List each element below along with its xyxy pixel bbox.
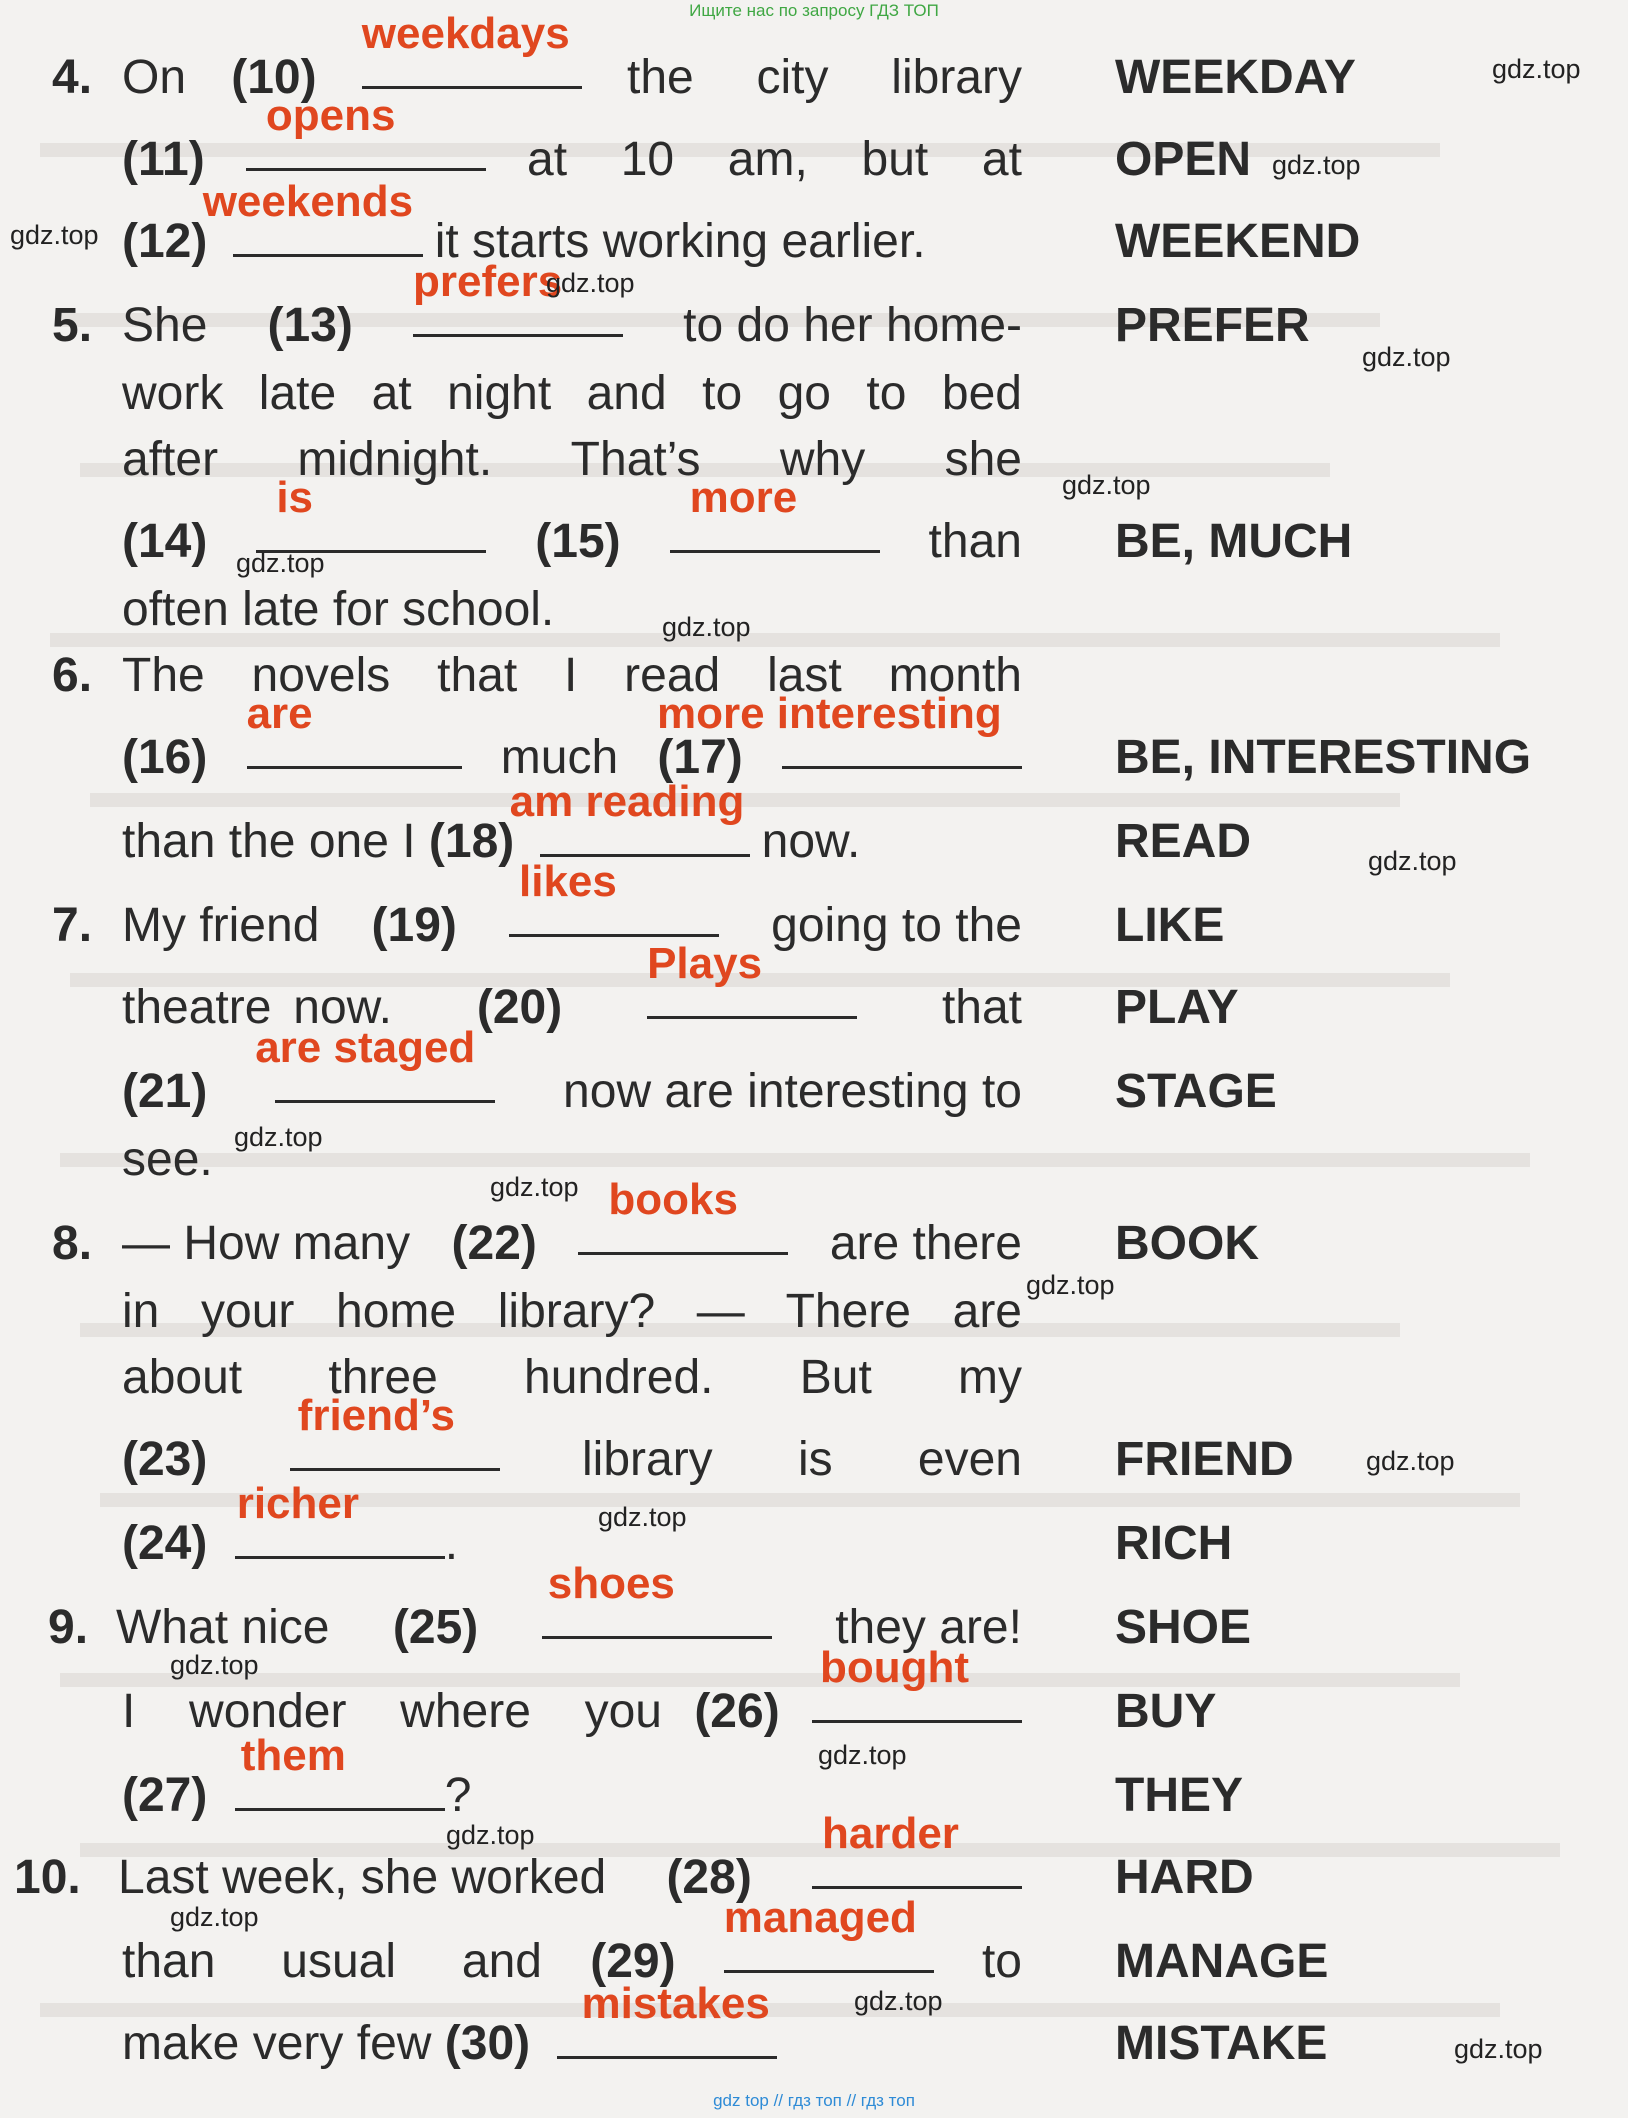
- line-text: at 10 am, but at: [527, 133, 1022, 186]
- exercise-line: in your home library? — There are: [122, 1285, 1022, 1338]
- gap-number: (13): [267, 299, 353, 352]
- answer-blank[interactable]: [256, 473, 486, 553]
- keyword: MANAGE: [1115, 1935, 1329, 1988]
- line-text: now.: [761, 815, 861, 868]
- gap-number: (16): [122, 731, 208, 784]
- gap-number: (29): [590, 1935, 676, 1988]
- watermark: gdz.top: [546, 268, 635, 298]
- answer-blank[interactable]: [557, 1979, 777, 2059]
- watermark: gdz.top: [236, 548, 325, 578]
- gap-number: (23): [122, 1433, 208, 1486]
- answer-blank[interactable]: [509, 777, 750, 857]
- keyword: PREFER: [1115, 299, 1310, 352]
- watermark: gdz.top: [10, 220, 99, 250]
- answer-blank[interactable]: [578, 1175, 788, 1255]
- gap-number: (20): [476, 981, 563, 1034]
- keyword: OPEN: [1115, 133, 1252, 186]
- line-text: theatre now.: [122, 981, 392, 1034]
- answer-text: Plays: [647, 939, 763, 988]
- line-text: going to the: [771, 899, 1022, 952]
- keyword: MISTAKE: [1115, 2017, 1328, 2070]
- exercise-line: [122, 857, 1022, 958]
- gap-number: (25): [392, 1601, 479, 1654]
- watermark: gdz.top: [170, 1902, 259, 1932]
- line-text: they are!: [835, 1601, 1022, 1654]
- line-text: that: [941, 981, 1022, 1034]
- answer-blank[interactable]: [509, 857, 719, 937]
- exercise-line: [122, 177, 1022, 274]
- line-text: much: [500, 731, 619, 784]
- keyword: STAGE: [1115, 1065, 1277, 1118]
- line-text: are there: [829, 1217, 1022, 1270]
- gap-number: (30): [444, 2017, 531, 2070]
- answer-text: prefers: [413, 257, 563, 306]
- item-number: 6.: [52, 649, 93, 702]
- gap-number: (19): [371, 899, 457, 952]
- line-text: — How many: [122, 1217, 411, 1270]
- watermark: gdz.top: [170, 1650, 259, 1680]
- line-text: the city library: [627, 51, 1022, 104]
- watermark: gdz.top: [1026, 1270, 1115, 1300]
- line-text: library is even: [581, 1433, 1022, 1486]
- answer-text: managed: [723, 1893, 917, 1942]
- watermark: gdz.top: [490, 1172, 579, 1202]
- item-number: 4.: [52, 51, 93, 104]
- keyword: BE, INTERESTING: [1115, 731, 1532, 784]
- answer-text: mistakes: [581, 1979, 770, 2028]
- line-text: .: [444, 1517, 459, 1570]
- keyword: PLAY: [1115, 981, 1239, 1034]
- gap-number: (24): [122, 1517, 208, 1570]
- gap-number: (17): [657, 731, 743, 784]
- answer-blank[interactable]: [202, 177, 423, 257]
- watermark: gdz.top: [1366, 1446, 1455, 1476]
- gap-number: (27): [122, 1769, 208, 1822]
- answer-text: bought: [819, 1643, 970, 1692]
- gap-number: (26): [694, 1685, 780, 1738]
- keyword: BUY: [1115, 1685, 1217, 1738]
- line-text: make very few: [122, 2017, 432, 2070]
- answer-blank[interactable]: [246, 91, 486, 171]
- line-text: it starts working earlier.: [434, 215, 926, 268]
- answer-blank[interactable]: [235, 1479, 445, 1559]
- answer-blank[interactable]: [290, 1391, 500, 1471]
- watermark: gdz.top: [1454, 2034, 1543, 2064]
- item-number: 8.: [52, 1217, 93, 1270]
- answer-text: are staged: [255, 1023, 476, 1072]
- line-text: ?: [444, 1769, 472, 1822]
- answer-text: opens: [265, 91, 396, 140]
- keyword: HARD: [1115, 1851, 1254, 1904]
- exercise-line: see.: [122, 1133, 213, 1186]
- watermark: gdz.top: [1362, 342, 1451, 372]
- watermark: gdz.top: [1492, 54, 1581, 84]
- watermark: gdz.top: [854, 1986, 943, 2016]
- answer-text: weekends: [202, 177, 414, 226]
- watermark: gdz.top: [1272, 150, 1361, 180]
- answer-blank[interactable]: [235, 1731, 445, 1811]
- answer-blank[interactable]: [812, 1809, 1022, 1889]
- line-text: to do her home-: [683, 299, 1022, 352]
- keyword: READ: [1115, 815, 1252, 868]
- line-text: I wonder where you: [122, 1685, 662, 1738]
- answer-text: weekdays: [361, 9, 570, 58]
- item-number: 7.: [52, 899, 93, 952]
- line-text: to: [981, 1935, 1022, 1988]
- watermark: gdz.top: [662, 612, 751, 642]
- gap-number: (21): [122, 1065, 208, 1118]
- answer-text: are: [246, 689, 313, 738]
- gap-number: (11): [122, 133, 205, 186]
- line-text: Last week, she worked: [118, 1851, 607, 1904]
- answer-blank[interactable]: [670, 473, 880, 553]
- line-text: now are interesting to: [563, 1065, 1022, 1118]
- keyword: FRIEND: [1115, 1433, 1294, 1486]
- line-text: than usual and: [122, 1935, 542, 1988]
- exercise-line: about three hundred. But my: [122, 1351, 1022, 1404]
- gap-number: (18): [428, 815, 515, 868]
- exercise-line: work late at night and to go to bed: [122, 367, 1022, 420]
- keyword: RICH: [1115, 1517, 1233, 1570]
- top-banner: Ищите нас по запросу ГДЗ ТОП: [689, 1, 939, 20]
- line-text: On: [122, 51, 187, 104]
- item-number: 10.: [14, 1851, 81, 1904]
- answer-text: is: [276, 473, 314, 522]
- answer-blank[interactable]: [255, 1023, 495, 1103]
- keyword: THEY: [1115, 1769, 1244, 1822]
- line-text: What nice: [116, 1601, 330, 1654]
- gap-number: (15): [535, 515, 621, 568]
- watermark: gdz.top: [446, 1820, 535, 1850]
- line-text: than: [928, 515, 1022, 568]
- watermark: gdz.top: [234, 1122, 323, 1152]
- answer-text: more: [689, 473, 798, 522]
- line-text: than the one I: [122, 815, 416, 868]
- exercise-line: after midnight. That’s why she: [122, 433, 1022, 486]
- gap-number: (10): [231, 51, 317, 104]
- answer-blank[interactable]: [723, 1893, 934, 1973]
- answer-text: likes: [519, 857, 617, 906]
- watermark: gdz.top: [818, 1740, 907, 1770]
- exercise-line: [122, 1023, 1022, 1124]
- line-text: She: [122, 299, 208, 352]
- gap-number: (28): [666, 1851, 752, 1904]
- answer-blank[interactable]: [542, 1559, 772, 1639]
- watermark: gdz.top: [1368, 846, 1457, 876]
- item-number: 5.: [52, 299, 93, 352]
- answer-text: am reading: [509, 777, 745, 826]
- bottom-banner: gdz top // гдз топ // гдз топ: [713, 2091, 915, 2110]
- answer-text: richer: [236, 1479, 359, 1528]
- keyword: SHOE: [1115, 1601, 1252, 1654]
- keyword: BOOK: [1115, 1217, 1259, 1270]
- line-text: My friend: [122, 899, 320, 952]
- answer-text: more interesting: [656, 689, 1002, 738]
- keyword: WEEKEND: [1115, 215, 1361, 268]
- answer-text: them: [240, 1731, 346, 1780]
- gap-number: (12): [122, 215, 208, 268]
- exercise-line: often late for school.: [122, 583, 555, 636]
- answer-blank[interactable]: [361, 9, 582, 89]
- answer-blank[interactable]: [647, 939, 857, 1019]
- exercise-line: The novels that I read last month: [122, 649, 1022, 702]
- answer-text: friend’s: [297, 1391, 455, 1440]
- item-number: 9.: [48, 1601, 89, 1654]
- gap-number: (14): [122, 515, 208, 568]
- watermark: gdz.top: [598, 1502, 687, 1532]
- keyword: LIKE: [1115, 899, 1225, 952]
- keyword: BE, MUCH: [1115, 515, 1353, 568]
- watermark: gdz.top: [1062, 470, 1151, 500]
- answer-text: shoes: [547, 1559, 675, 1608]
- keyword: WEEKDAY: [1115, 51, 1356, 104]
- gap-number: (22): [451, 1217, 537, 1270]
- answer-text: harder: [821, 1809, 959, 1858]
- answer-blank[interactable]: [812, 1643, 1022, 1723]
- answer-blank[interactable]: [246, 689, 462, 769]
- answer-text: books: [608, 1175, 738, 1224]
